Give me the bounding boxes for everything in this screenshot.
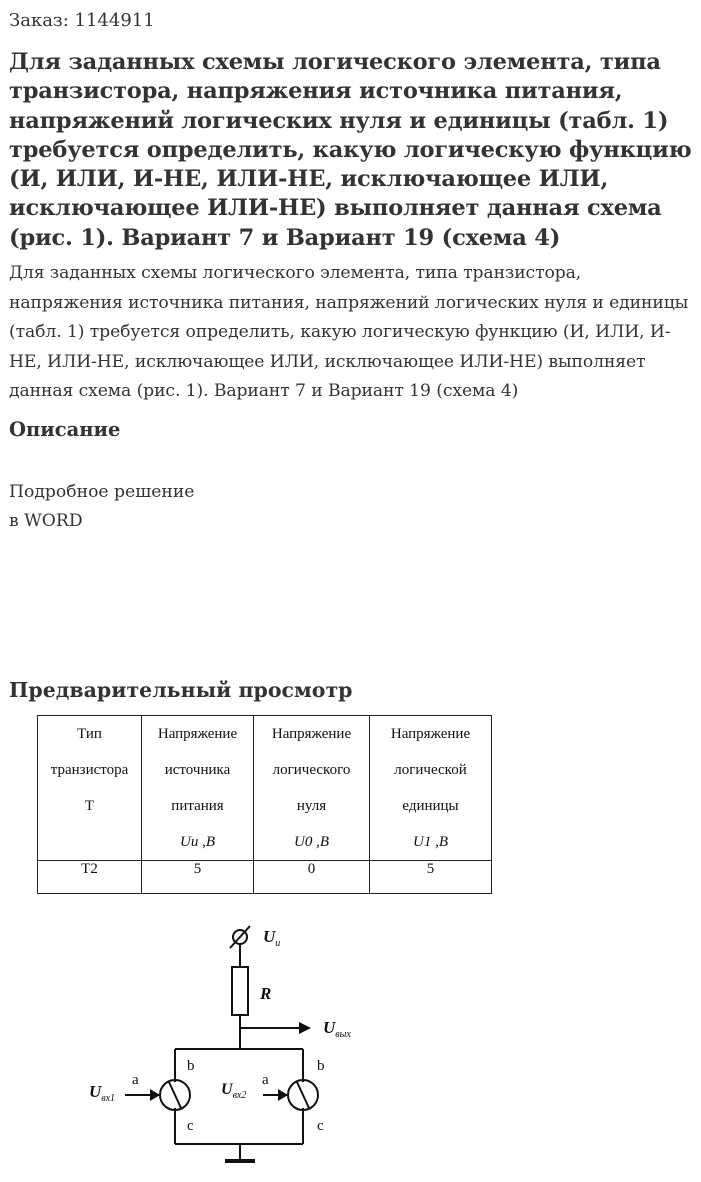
resistor-symbol — [232, 967, 248, 1015]
transistor-2-c-label: c — [317, 1118, 324, 1134]
transistor-1-b-label: b — [187, 1058, 195, 1074]
description-line-1: Подробное решение — [9, 482, 195, 502]
header-cell-supply-voltage: Напряжение источника питания Uи ,В — [142, 716, 254, 861]
preview-heading: Предварительный просмотр — [9, 678, 353, 702]
header-cell-logic-one-voltage: Напряжение логической единицы U1 ,В — [370, 716, 492, 861]
transistor-2-switch — [297, 1082, 309, 1108]
parameters-table — [37, 715, 492, 894]
table-cell: 5 — [142, 861, 254, 894]
resistor-label: R — [260, 984, 272, 1003]
page-title: Для заданных схемы логического элемента, типа транзистора, напряжения источника питания, напряжений логических нуля и единицы (табл. 1) требуется определить, какую логическую функцию (И, ИЛИ, И-НЕ, ИЛИ-НЕ, исключающее ИЛИ, исключающее ИЛИ-НЕ) выполняет данная схема (рис. 1). Вариант 7 и Вариант 19 (схема 4) — [9, 49, 692, 251]
transistor-2-a-label: a — [262, 1072, 269, 1088]
order-number: Заказ: 1144911 — [9, 10, 155, 31]
header-cell-logic-zero-voltage: Напряжение логического нуля U0 ,В — [254, 716, 370, 861]
output-label: $U_{вых}$ — [323, 1018, 351, 1040]
supply-label: $U_и$ — [263, 927, 281, 949]
table-header-row — [38, 716, 492, 861]
input-2-label: $U_{вх2}$ — [221, 1081, 247, 1101]
table-cell: 5 — [370, 861, 492, 894]
table-cell: Т2 — [38, 861, 142, 894]
task-text: Для заданных схемы логического элемента, типа транзистора, напряжения источника питания, напряжений логических нуля и единицы (табл. 1) требуется определить, какую логическую функцию (И, ИЛИ, И-НЕ, ИЛИ-НЕ, исключающее ИЛИ, исключающее ИЛИ-НЕ) выполняет данная схема (рис. 1). Вариант 7 и Вариант 19 (схема 4) — [9, 263, 689, 401]
header-cell-transistor-type: Тип транзистора Т — [38, 716, 142, 861]
description-heading: Описание — [9, 418, 121, 441]
logic-circuit-diagram — [85, 922, 375, 1172]
output-arrowhead — [299, 1022, 311, 1034]
table-cell: 0 — [254, 861, 370, 894]
table-row — [38, 861, 492, 894]
transistor-1-switch — [169, 1082, 181, 1108]
ground-symbol — [225, 1159, 255, 1163]
transistor-1-c-label: c — [187, 1118, 194, 1134]
transistor-2-b-label: b — [317, 1058, 325, 1074]
input-1-label: $U_{вх1}$ — [89, 1082, 116, 1104]
input-2-arrowhead — [278, 1089, 288, 1101]
input-1-arrowhead — [150, 1089, 160, 1101]
description-line-2: в WORD — [9, 511, 83, 531]
transistor-1-a-label: a — [132, 1072, 139, 1088]
